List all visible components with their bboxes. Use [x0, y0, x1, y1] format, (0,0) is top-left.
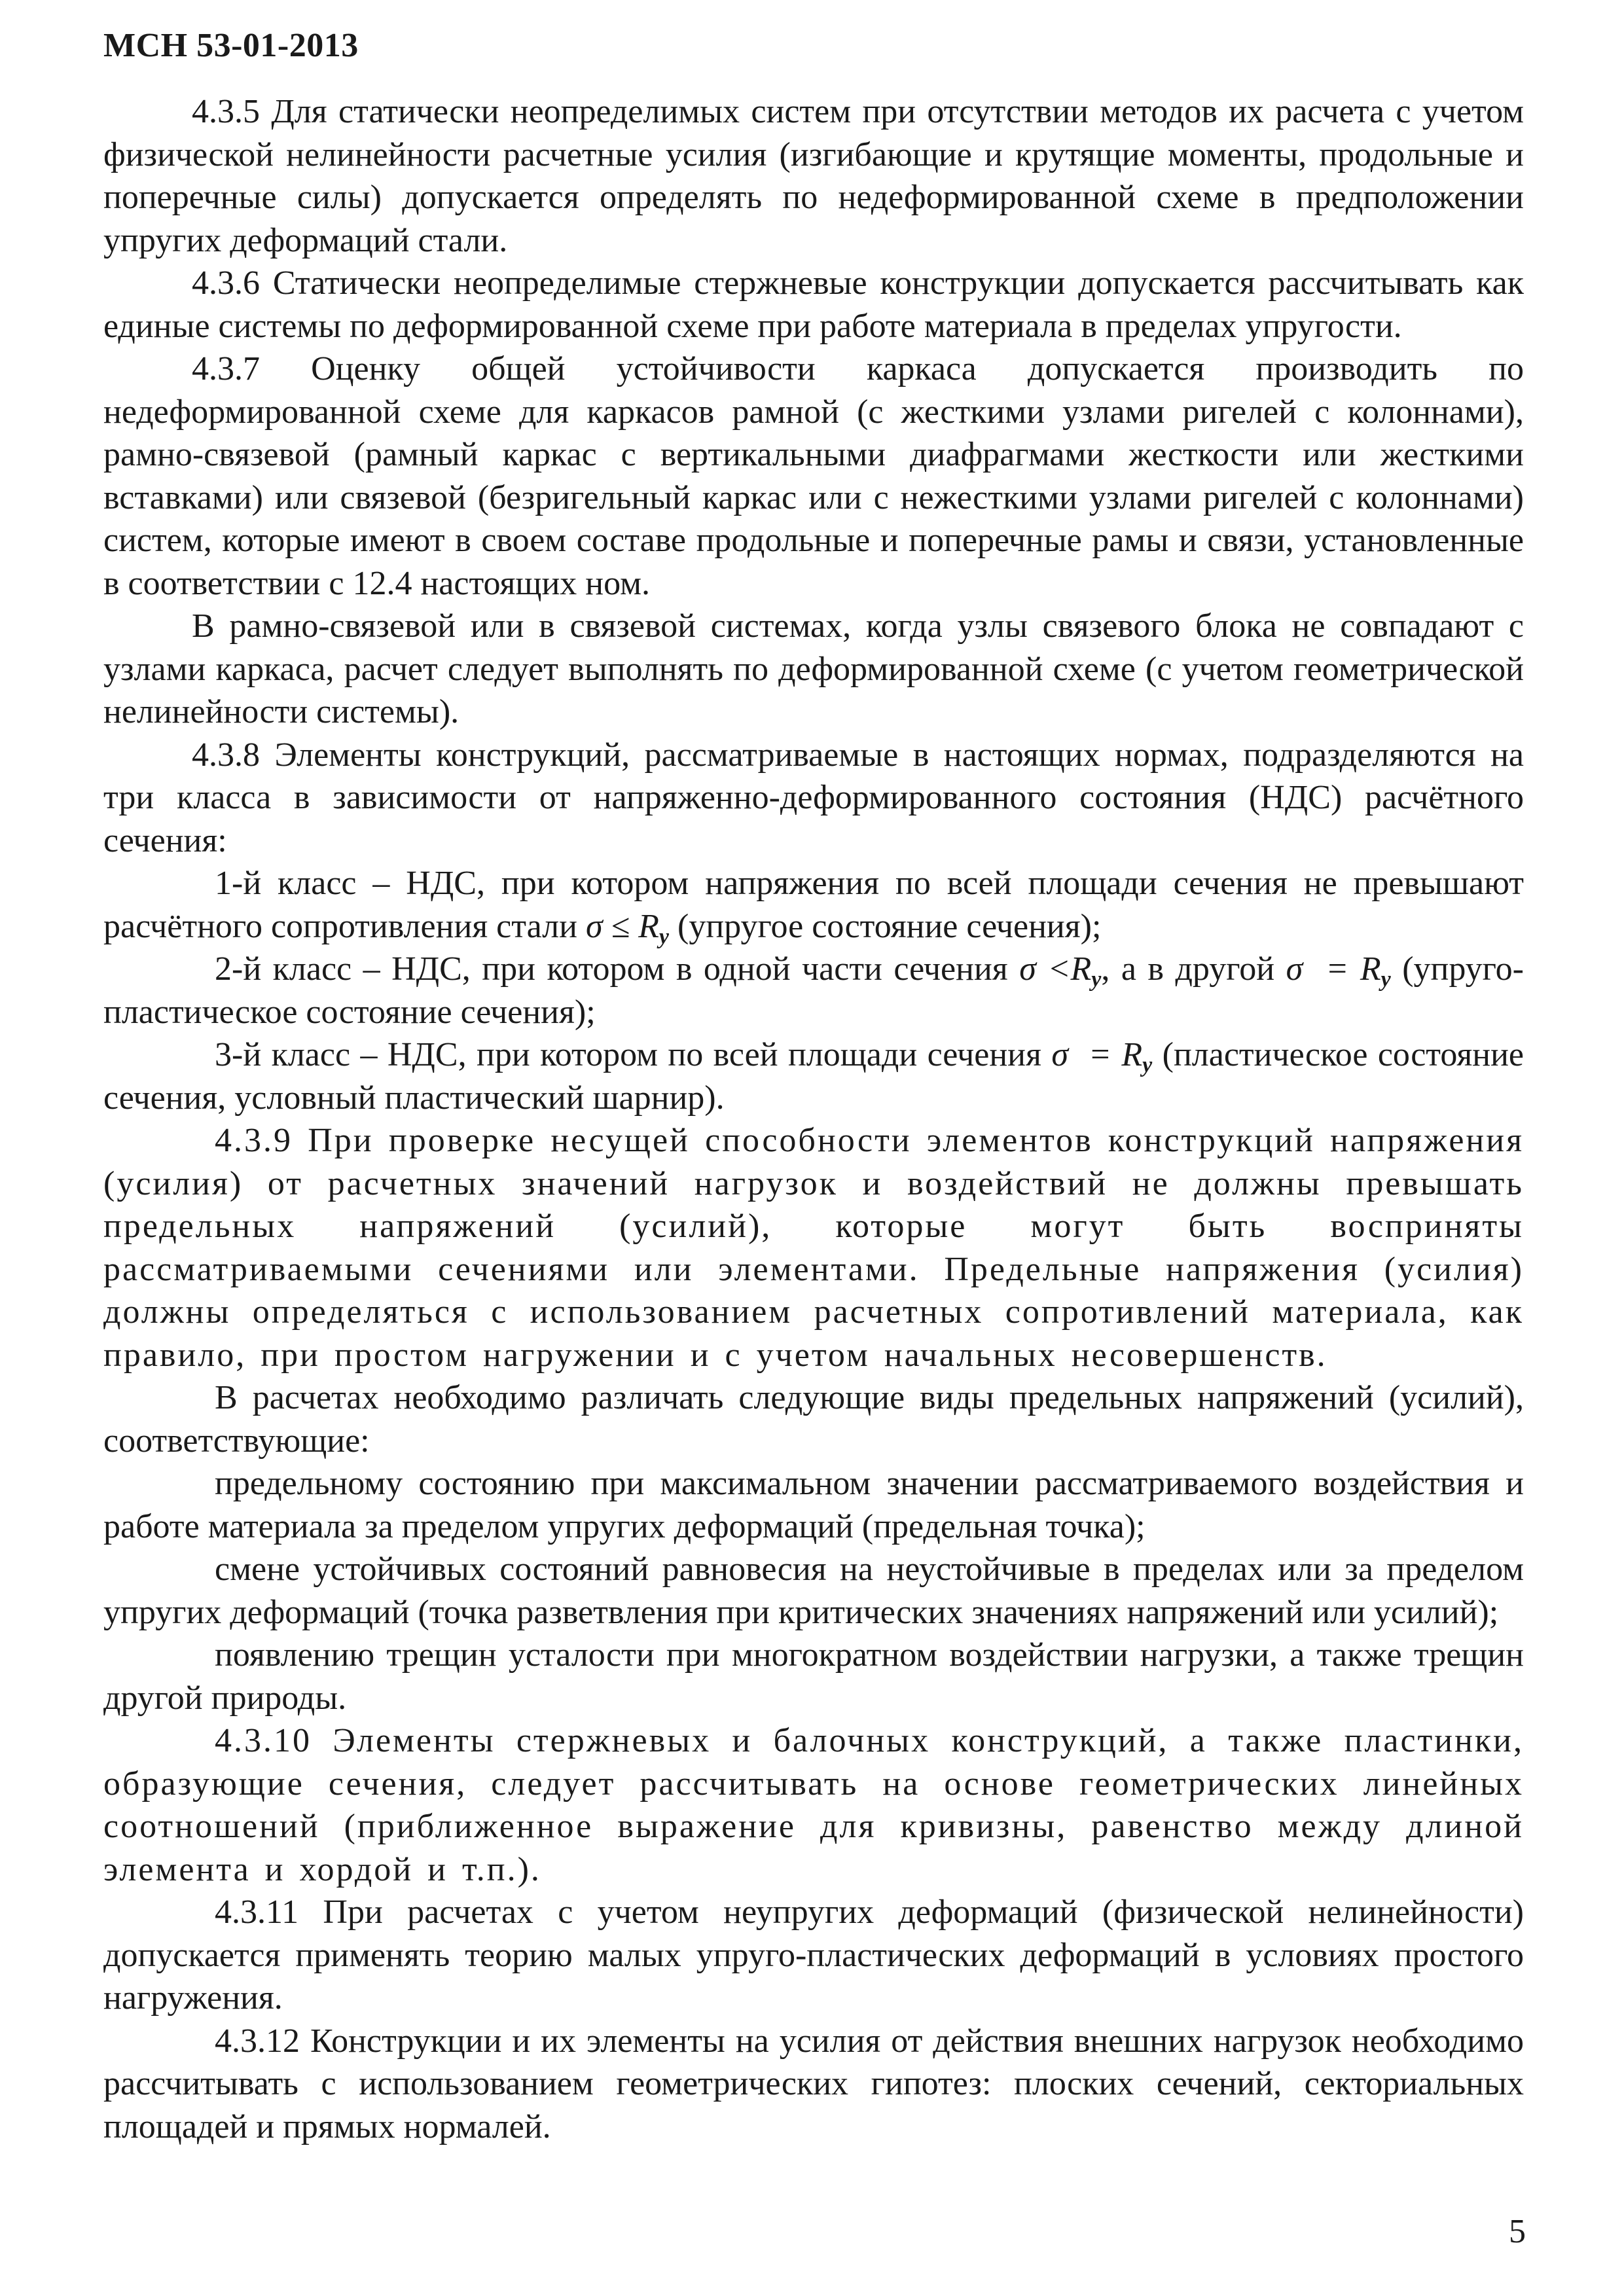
- body-text: [103, 90, 1524, 2148]
- class-2-paragraph: [103, 948, 1524, 1033]
- paragraph-4-3-7: 4.3.7 Оценку общей устойчивости каркаса допускается производить по недеформированной схеме для каркасов рамной (с жесткими узлами ригелей с колоннами), рамно-связевой (рамный каркас с вертикальными диафрагмами жесткости или жесткими вставками) или связевой (безригельный каркас или с нежесткими узлами ригелей с колоннами) систем, которые имеют в своем составе продольные и поперечные рамы и связи, установленные в соответствии с 12.4 настоящих ном.: [103, 350, 1524, 602]
- formula-sigma-lt-ry: $\sigma <R_y$: [1019, 950, 1102, 992]
- paragraph-4-3-5: 4.3.5 Для статически неопределимых систем при отсутствии методов их расчета с учетом физической нелинейности расчетные усилия (изгибающие и крутящие моменты, продольные и поперечные силы) допускается определять по недеформированной схеме в предположении упругих деформаций стали.: [103, 93, 1524, 259]
- paragraph-limit-state: предельному состоянию при максимальном значении рассматриваемого воздействия и работе материала за пределом упругих деформаций (предельная точка);: [103, 1465, 1524, 1545]
- paragraph-4-3-8: 4.3.8 Элементы конструкций, рассматриваемые в настоящих нормах, подразделяются на три класса в зависимости от напряженно-деформированного состояния (НДС) расчётного сечения:: [103, 736, 1524, 859]
- class-3-text: 3-й класс – НДС, при котором по всей площади сечения: [215, 1036, 1052, 1073]
- paragraph-limit-stresses: В расчетах необходимо различать следующие виды предельных напряжений (усилий), соответствующие:: [103, 1379, 1524, 1460]
- paragraph-4-3-10: 4.3.10 Элементы стержневых и балочных конструкций, а также пластинки, образующие сечения, следует рассчитывать на основе геометрических линейных соотношений (приближенное выражение для кривизны, равенство между длиной элемента и хордой и т.п.).: [103, 1722, 1524, 1888]
- class-2-text-end: (упруго-пластическое состояние сечения);: [103, 950, 1524, 1031]
- class-3-text-end: (пластическое состояние сечения, условный пластический шарнир).: [103, 1036, 1525, 1117]
- paragraph-4-3-6: 4.3.6 Статически неопределимые стержневые конструкции допускается рассчитывать как единые системы по деформированной схеме при работе материала в пределах упругости.: [103, 264, 1524, 345]
- formula-sigma-le-ry: $\sigma \le R_y$: [585, 907, 669, 949]
- formula-sigma-eq-ry-plastic: $\sigma = R_y$: [1051, 1036, 1153, 1077]
- class-1-text: 1-й класс – НДС, при котором напряжения по всей площади сечения не превышают расчётного сопротивления стали: [103, 865, 1524, 945]
- paragraph-4-3-11: 4.3.11 При расчетах с учетом неупругих деформаций (физической нелинейности) допускается применять теорию малых упруго-пластических деформаций в условиях простого нагружения.: [103, 1893, 1524, 2017]
- paragraph-stability-change: смене устойчивых состояний равновесия на неустойчивые в пределах или за пределом упругих деформаций (точка разветвления при критических значениях напряжений или усилий);: [103, 1551, 1524, 1631]
- class-1-paragraph: [103, 862, 1524, 948]
- class-3-paragraph: [103, 1033, 1524, 1119]
- class-2-text-mid: , а в другой: [1101, 950, 1286, 988]
- paragraph-4-3-9: 4.3.9 При проверке несущей способности элементов конструкций напряжения (усилия) от расчетных значений нагрузок и воздействий не должны превышать предельных напряжений (усилий), которые могут быть восприняты рассматриваемыми сечениями или элементами. Предельные напряжения (усилия) должны определяться с использованием расчетных сопротивлений материала, как правило, при простом нагружении и с учетом начальных несовершенств.: [103, 1122, 1524, 1374]
- formula-sigma-eq-ry: $\sigma = R_y$: [1286, 950, 1391, 992]
- class-2-text: 2-й класс – НДС, при котором в одной части сечения: [215, 950, 1020, 988]
- paragraph-frame-systems: В рамно-связевой или в связевой системах, когда узлы связевого блока не совпадают с узлами каркаса, расчет следует выполнять по деформированной схеме (с учетом геометрической нелинейности системы).: [103, 607, 1524, 730]
- paragraph-fatigue-cracks: появлению трещин усталости при многократном воздействии нагрузки, а также трещин другой природы.: [103, 1636, 1524, 1717]
- page-number: 5: [1509, 2213, 1526, 2250]
- paragraph-4-3-12: 4.3.12 Конструкции и их элементы на усилия от действия внешних нагрузок необходимо рассчитывать с использованием геометрических гипотез: плоских сечений, секториальных площадей и прямых нормалей.: [103, 2022, 1524, 2145]
- class-1-text-end: (упругое состояние сечения);: [669, 907, 1102, 945]
- document-header: МСН 53-01-2013: [103, 27, 359, 64]
